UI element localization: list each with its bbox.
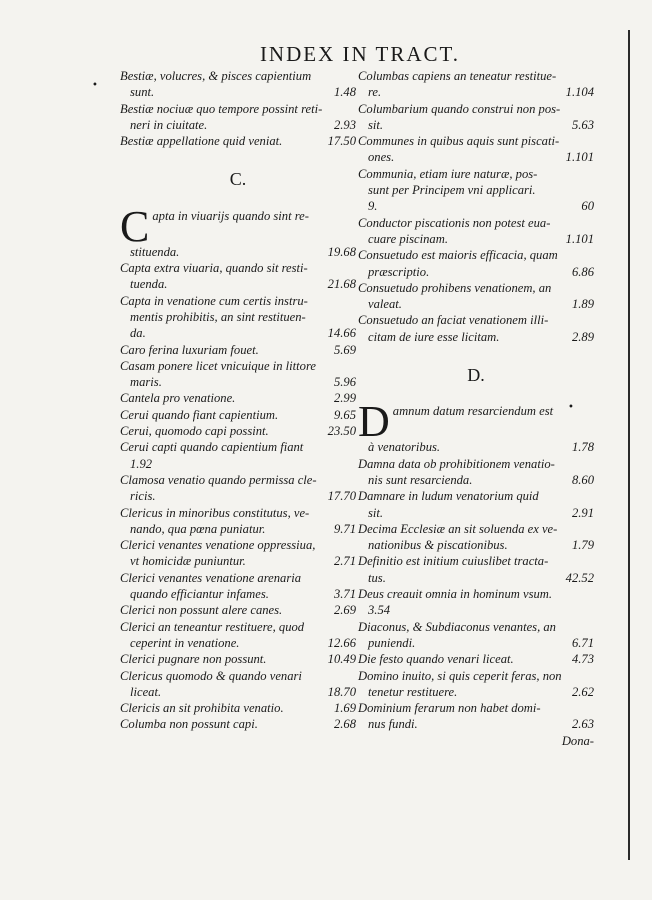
index-entry: [120, 342, 356, 358]
entry-line: sunt.: [130, 85, 155, 100]
entry-reference: 18.70: [327, 684, 356, 699]
index-entry: [358, 586, 594, 619]
right-column: [358, 68, 594, 749]
index-entry: [120, 651, 356, 667]
entry-line: Consuetudo est maioris efficacia, quam: [358, 248, 558, 263]
d-entries: [358, 456, 594, 733]
entry-line: Capta in venatione cum certis instru-: [120, 293, 308, 308]
margin-mark: •: [92, 80, 98, 91]
entry-reference: 17.70: [327, 489, 356, 504]
entry-line: puniendi.: [368, 635, 416, 650]
entry-line: apta in viuarijs quando sint re-: [152, 208, 309, 223]
index-entry: [120, 716, 356, 732]
entry-reference: 1.101: [565, 231, 594, 246]
drop-cap-c: C: [120, 207, 150, 251]
index-entry: [120, 668, 356, 701]
b-entries: [120, 68, 356, 149]
entry-line: Die festo quando venari liceat. 4.73: [358, 652, 594, 667]
entry-line: præscriptio.: [368, 264, 430, 279]
index-entry: [120, 700, 356, 716]
entry-line: nationibus & piscationibus.: [368, 538, 508, 553]
entry-line: sunt per Principem vni applicari.: [368, 183, 536, 198]
index-entry: [358, 488, 594, 521]
entry-reference: 2.93: [333, 117, 356, 132]
entry-line: maris.: [130, 375, 162, 390]
entry-line: Clamosa venatio quando permissa cle-: [120, 472, 317, 487]
entry-reference: 8.60: [571, 472, 594, 487]
index-entry: [358, 456, 594, 489]
entry-line: vt homicidæ puniuntur.: [130, 554, 246, 569]
entry-reference: 17.50: [327, 134, 356, 149]
index-entry: [358, 651, 594, 667]
index-entry: [120, 505, 356, 538]
entry-line: re.: [368, 85, 382, 100]
index-entry: [120, 537, 356, 570]
entry-reference: 60: [581, 199, 594, 214]
index-entry: [358, 668, 594, 701]
entry-line: Columba non possunt capi. 2.68: [120, 717, 356, 732]
index-entry: [358, 101, 594, 134]
entry-line: Conductor piscationis non potest eua-: [358, 215, 551, 230]
entry-reference: 5.96: [333, 375, 356, 390]
entry-reference: 1.104: [565, 85, 594, 100]
index-entry: [120, 619, 356, 652]
entry-line: 1.92: [130, 456, 153, 471]
entry-line: Domino inuito, si quis ceperit feras, non: [358, 668, 562, 683]
entry-line: liceat.: [130, 684, 162, 699]
entry-line: Clerici an teneantur restituere, quod: [120, 619, 305, 634]
entry-reference: 2.63: [571, 717, 594, 732]
entry-reference: 23.50: [327, 424, 356, 439]
c-entries: [120, 260, 356, 733]
entry-line: à venatoribus.: [368, 440, 441, 455]
index-entry: [358, 133, 594, 166]
entry-line: tenetur restituere.: [368, 684, 458, 699]
entry-line: quando efficiantur infames.: [130, 587, 269, 602]
c-entries-continued: [358, 68, 594, 345]
entry-line: tuenda.: [130, 277, 168, 292]
entry-reference: 4.73: [571, 652, 594, 667]
entry-line: Clerici pugnare non possunt. 10.49: [120, 652, 356, 667]
index-entry: [120, 390, 356, 406]
entry-line: Bestiæ, volucres, & pisces capientium: [120, 69, 312, 83]
entry-line: nando, qua pœna puniatur.: [130, 521, 266, 536]
entry-line: Communia, etiam iure naturæ, pos-: [358, 166, 538, 181]
entry-line: Decima Ecclesiæ an sit soluenda ex ve-: [358, 521, 558, 536]
entry-line: da.: [130, 326, 146, 341]
index-entry: [358, 700, 594, 733]
entry-line: mentis prohibitis, an sint restituen-: [130, 309, 306, 324]
entry-reference: 2.62: [571, 684, 594, 699]
entry-line: Bestiæ nociuæ quo tempore possint reti-: [120, 101, 323, 116]
index-entry: [120, 423, 356, 439]
section-letter-c: C.: [229, 169, 247, 190]
index-entry: [358, 68, 594, 101]
entry-reference: 2.69: [333, 603, 356, 618]
entry-line: amnum datum resarciendum est: [392, 404, 554, 419]
entry-line: Damnare in ludum venatorium quid: [358, 489, 539, 504]
entry-line: Clericis an sit prohibita venatio. 1.69: [120, 701, 356, 716]
entry-line: sit.: [368, 505, 384, 520]
index-entry: [358, 247, 594, 280]
entry-line: nus fundi.: [368, 717, 418, 732]
entry-reference: 2.71: [333, 554, 356, 569]
entry-line: Dominium ferarum non habet domi-: [358, 701, 541, 716]
entry-reference: 19.68: [327, 244, 356, 259]
entry-line: Cerui capti quando capientium fiant: [120, 440, 304, 455]
entry-line: Deus creauit omnia in hominum vsum.: [358, 587, 553, 602]
left-column: [120, 68, 356, 733]
index-entry: [358, 280, 594, 313]
c-first-entry: [120, 208, 356, 260]
index-entry: [120, 68, 356, 101]
margin-dot: •: [568, 402, 574, 413]
entry-reference: 1.48: [333, 85, 356, 100]
entry-reference: 6.86: [571, 264, 594, 279]
drop-cap-d: D: [358, 403, 390, 447]
index-entry: [358, 312, 594, 345]
entry-line: Columbarium quando construi non pos-: [358, 101, 561, 116]
entry-reference: 1.89: [571, 297, 594, 312]
entry-reference: 2.68: [333, 717, 356, 732]
catchword: Dona-: [561, 733, 594, 748]
entry-line: Casam ponere licet vnicuique in littore: [120, 358, 316, 373]
entry-line: ceperint in venatione.: [130, 635, 240, 650]
entry-reference: 1.69: [333, 701, 356, 716]
entry-line: sit.: [368, 117, 384, 132]
section-letter-d: D.: [467, 365, 485, 386]
entry-line: 9.: [368, 199, 378, 214]
entry-reference: 5.69: [333, 342, 356, 357]
entry-line: cuare piscinam.: [368, 231, 448, 246]
index-entry: [358, 521, 594, 554]
entry-line: Clerici non possunt alere canes. 2.69: [120, 603, 356, 618]
entry-line: citam de iure esse licitam.: [368, 329, 500, 344]
entry-reference: 1.78: [571, 440, 594, 455]
index-entry: [358, 215, 594, 248]
entry-reference: 2.99: [333, 391, 356, 406]
entry-reference: 14.66: [327, 326, 356, 341]
entry-reference: 2.91: [571, 505, 594, 520]
entry-reference: 6.71: [571, 635, 594, 650]
entry-reference: 3.71: [333, 587, 356, 602]
entry-line: Definitio est initium cuiuslibet tracta-: [358, 554, 549, 569]
entry-line: Clericus quomodo & quando venari: [120, 668, 302, 683]
entry-line: Diaconus, & Subdiaconus venantes, an: [358, 619, 556, 634]
index-entry: [120, 570, 356, 603]
entry-reference: 21.68: [327, 277, 356, 292]
entry-line: Cantela pro venatione. 2.99: [120, 391, 356, 406]
index-entry: [120, 293, 356, 342]
index-entry: [358, 166, 594, 215]
entry-line: Clerici venantes venatione arenaria: [120, 570, 302, 585]
entry-line: Cerui, quomodo capi possint. 23.50: [120, 424, 356, 439]
entry-line: ricis.: [130, 489, 156, 504]
entry-line: neri in ciuitate.: [130, 117, 208, 132]
index-entry: [120, 358, 356, 391]
index-entry: [120, 472, 356, 505]
page-binding-edge: [628, 30, 630, 860]
entry-line: Caro ferina luxuriam fouet. 5.69: [120, 342, 356, 357]
entry-reference: 9.65: [333, 407, 356, 422]
entry-reference: 10.49: [327, 652, 356, 667]
index-entry: [358, 619, 594, 652]
entry-reference: 12.66: [327, 635, 356, 650]
entry-line: Consuetudo prohibens venationem, an: [358, 280, 552, 295]
index-entry: [120, 101, 356, 134]
entry-line: ones.: [368, 150, 395, 165]
entry-line: Cerui quando fiant capientium. 9.65: [120, 407, 356, 422]
entry-reference: 1.79: [571, 538, 594, 553]
entry-line: Communes in quibus aquis sunt piscati-: [358, 134, 560, 149]
entry-line: nis sunt resarcienda.: [368, 472, 473, 487]
d-first-entry: [358, 403, 594, 455]
index-entry: [120, 602, 356, 618]
entry-reference: 42.52: [565, 570, 594, 585]
entry-line: Clericus in minoribus constitutus, ve-: [120, 505, 310, 520]
entry-line: Damna data ob prohibitionem venatio-: [358, 456, 555, 471]
index-entry: [120, 407, 356, 423]
index-entry: [120, 439, 356, 472]
index-entry: [358, 553, 594, 586]
entry-line: Capta extra viuaria, quando sit resti-: [120, 261, 308, 276]
entry-reference: 9.71: [333, 521, 356, 536]
entry-reference: 2.89: [571, 329, 594, 344]
index-entry: [120, 133, 356, 149]
entry-reference: 5.63: [571, 117, 594, 132]
entry-line: stituenda.: [130, 244, 180, 259]
entry-line: valeat.: [368, 297, 402, 312]
index-entry: [120, 260, 356, 293]
entry-line: Columbas capiens an teneatur restitue-: [358, 69, 557, 83]
page-header: INDEX IN TRACT.: [259, 42, 461, 66]
entry-line: Clerici venantes venatione oppressiua,: [120, 538, 316, 553]
entry-line: 3.54: [368, 603, 391, 618]
entry-line: Consuetudo an faciat venationem illi-: [358, 313, 549, 328]
entry-reference: 1.101: [565, 150, 594, 165]
entry-line: Bestiæ appellatione quid veniat. 17.50: [120, 134, 356, 149]
entry-line: tus.: [368, 570, 386, 585]
